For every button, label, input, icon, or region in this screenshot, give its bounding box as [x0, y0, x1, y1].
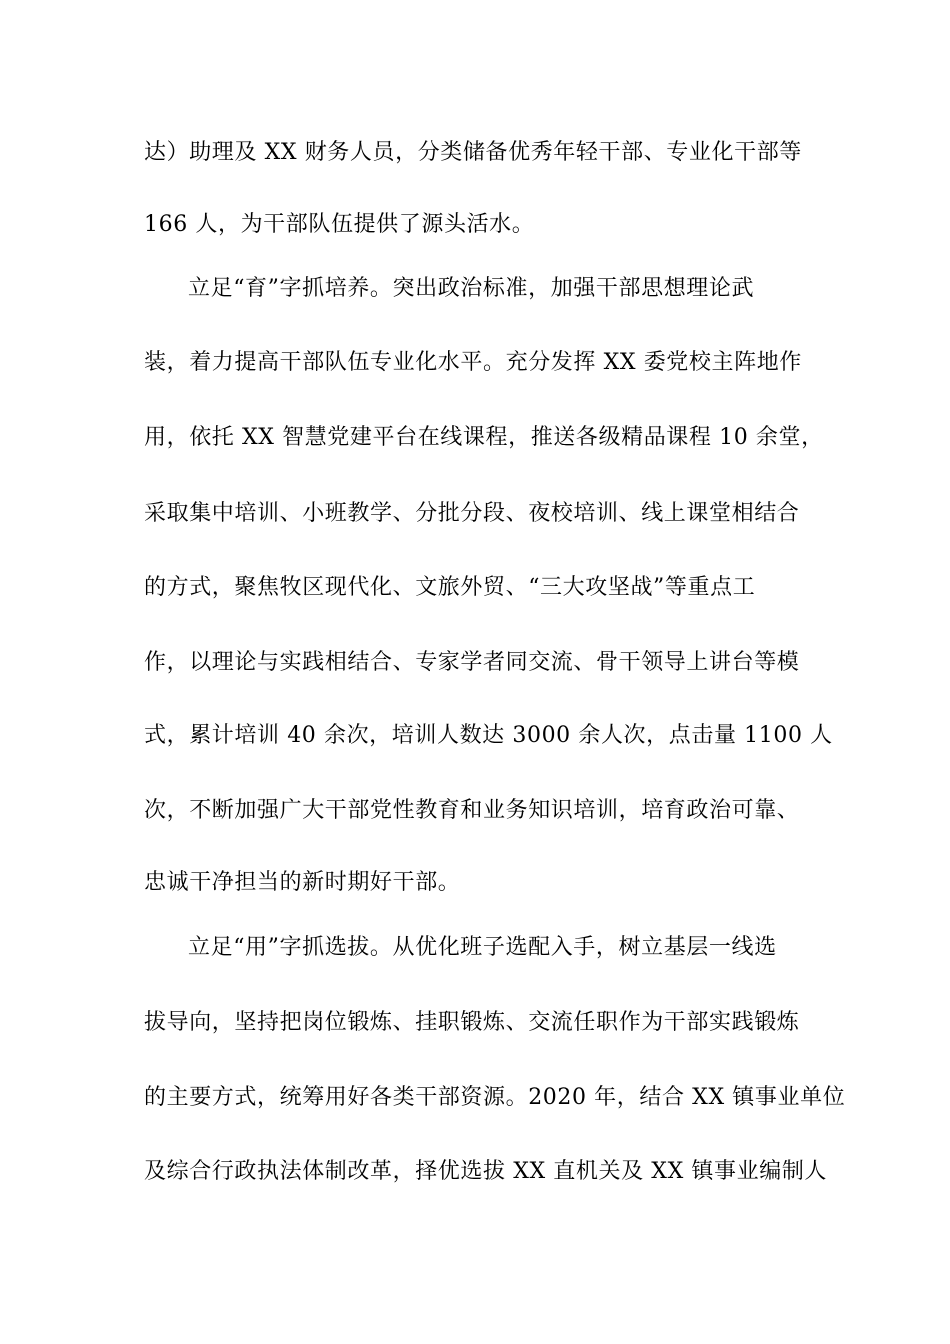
text-line-7: 的方式，聚焦牧区现代化、文旅外贸、“三大攻坚战”等重点工	[144, 575, 756, 600]
text-line-9: 式，累计培训 40 余次，培训人数达 3000 余人次，点击量 1100 人	[144, 723, 833, 748]
text-line-5: 用，依托 XX 智慧党建平台在线课程，推送各级精品课程 10 余堂，	[144, 425, 824, 450]
paragraph-heading-yong: 立足“用”字抓选拔。从优化班子选配入手，树立基层一线选	[188, 935, 777, 960]
text-line-13: 拔导向，坚持把岗位锻炼、挂职锻炼、交流任职作为干部实践锻炼	[144, 1010, 800, 1035]
text-line-6: 采取集中培训、小班教学、分批分段、夜校培训、线上课堂相结合	[144, 501, 800, 526]
text-line-4: 装，着力提高干部队伍专业化水平。充分发挥 XX 委党校主阵地作	[144, 350, 802, 375]
text-line-15: 及综合行政执法体制改革，择优选拔 XX 直机关及 XX 镇事业编制人	[144, 1159, 828, 1184]
text-line-1: 达）助理及 XX 财务人员，分类储备优秀年轻干部、专业化干部等	[144, 140, 802, 165]
text-line-14: 的主要方式，统筹用好各类干部资源。2020 年，结合 XX 镇事业单位	[144, 1085, 846, 1110]
text-line-8: 作，以理论与实践相结合、专家学者同交流、骨干领导上讲台等模	[144, 650, 800, 675]
paragraph-heading-yu: 立足“育”字抓培养。突出政治标准，加强干部思想理论武	[188, 276, 755, 301]
text-line-11: 忠诚干净担当的新时期好干部。	[144, 870, 461, 895]
text-line-2: 166 人，为干部队伍提供了源头活水。	[144, 212, 535, 237]
text-line-10: 次，不断加强广大干部党性教育和业务知识培训，培育政治可靠、	[144, 798, 800, 823]
